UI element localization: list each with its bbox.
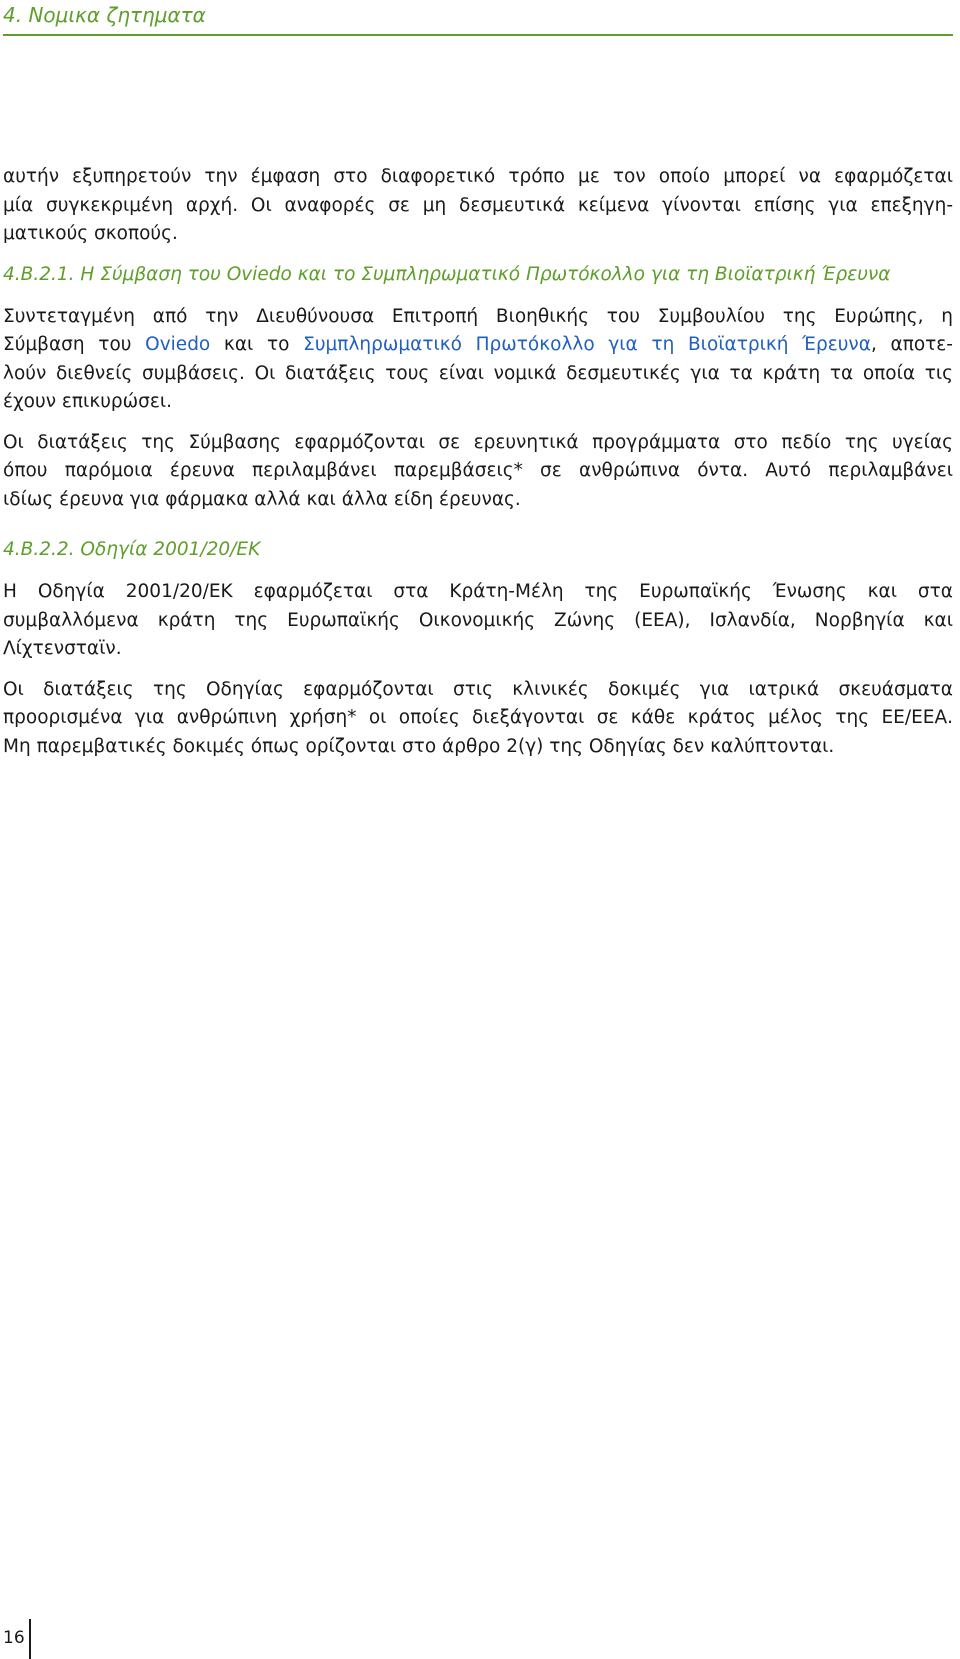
intro-paragraph	[3, 163, 953, 249]
directive-application-line-2: συμβαλλόμενα κράτη της Ευρωπαϊκής Οικονομικής Ζώνης (ΕΕΑ), Ισλανδία, Νορβηγία και	[3, 609, 953, 631]
directive-scope-line-1: Οι διατάξεις της Οδηγίας εφαρμόζονται στις κλινικές δοκιμές για ιατρικά σκευάσματα	[3, 678, 953, 700]
directive-application-line-1: Η Οδηγία 2001/20/ΕΚ εφαρμόζεται στα Κράτη-Μέλη της Ευρωπαϊκής Ένωσης και στα	[3, 581, 953, 602]
oviedo-link[interactable]: Oviedo	[145, 334, 211, 355]
intro-line-2: μία συγκεκριμένη αρχή. Οι αναφορές σε μη δεσμευτικά κείμενα γίνονται επίσης για επεξηγη-	[3, 194, 953, 216]
directive-scope-paragraph	[3, 676, 953, 762]
intro-line-3: ματικούς σκοπούς.	[3, 223, 178, 244]
directive-application-paragraph	[3, 578, 953, 664]
convention-scope-line-1: Οι διατάξεις της Σύμβασης εφαρμόζονται σε ερευνητικά προγράμματα στο πεδίο της υγείας	[3, 431, 953, 453]
oviedo-line-2-text-a: Σύμβαση του	[3, 334, 146, 355]
section-heading-4b21: 4.B.2.1. Η Σύμβαση του Oviedo και το Συμπληρωματικό Πρωτόκολλο για τη Βιοϊατρική Έρευνα	[3, 263, 891, 285]
oviedo-line-4: έχουν επικυρώσει.	[3, 391, 173, 412]
oviedo-line-2-text-c: , αποτε-	[870, 334, 953, 355]
section-heading-4b22: 4.B.2.2. Οδηγία 2001/20/ΕΚ	[3, 539, 261, 560]
page-number: 16	[3, 1628, 25, 1648]
header-rule	[3, 34, 953, 36]
page-number-rule	[29, 1619, 31, 1659]
oviedo-line-2-text-b: και το	[210, 334, 304, 355]
oviedo-paragraph	[3, 303, 953, 417]
oviedo-line-1: Συντεταγμένη από την Διευθύνουσα Επιτροπή Βιοηθικής του Συμβουλίου της Ευρώπης, η	[3, 305, 953, 327]
convention-scope-paragraph	[3, 429, 953, 515]
intro-line-1: αυτήν εξυπηρετούν την έμφαση στο διαφορετικό τρόπο με τον οποίο μπορεί να εφαρμόζεται	[3, 166, 953, 187]
convention-scope-line-3: ιδίως έρευνα για φάρμακα αλλά και άλλα είδη έρευνας.	[3, 488, 521, 510]
oviedo-line-2	[3, 331, 953, 360]
chapter-title: 4. Νομικα ζητηματα	[3, 3, 206, 27]
page-content	[3, 163, 953, 773]
running-header	[3, 0, 953, 30]
convention-scope-line-2: όπου παρόμοια έρευνα περιλαμβάνει παρεμβάσεις* σε ανθρώπινα όντα. Αυτό περιλαμβάνει	[3, 460, 953, 481]
additional-protocol-link[interactable]: Συμπληρωματικό Πρωτόκολλο για τη Βιοϊατρική Έρευνα	[303, 334, 871, 355]
directive-scope-line-3: Μη παρεμβατικές δοκιμές όπως ορίζονται στο άρθρο 2(γ) της Οδηγίας δεν καλύπτονται.	[3, 735, 835, 757]
directive-application-line-3: Λίχτενσταϊν.	[3, 638, 122, 659]
oviedo-line-3: λούν διεθνείς συμβάσεις. Οι διατάξεις τους είναι νομικά δεσμευτικές για τα κράτη τα οποία τις	[3, 362, 953, 384]
directive-scope-line-2: προορισμένα για ανθρώπινη χρήση* οι οποίες διεξάγονται σε κάθε κράτος μέλος της ΕΕ/ΕΕΑ.	[3, 707, 953, 728]
